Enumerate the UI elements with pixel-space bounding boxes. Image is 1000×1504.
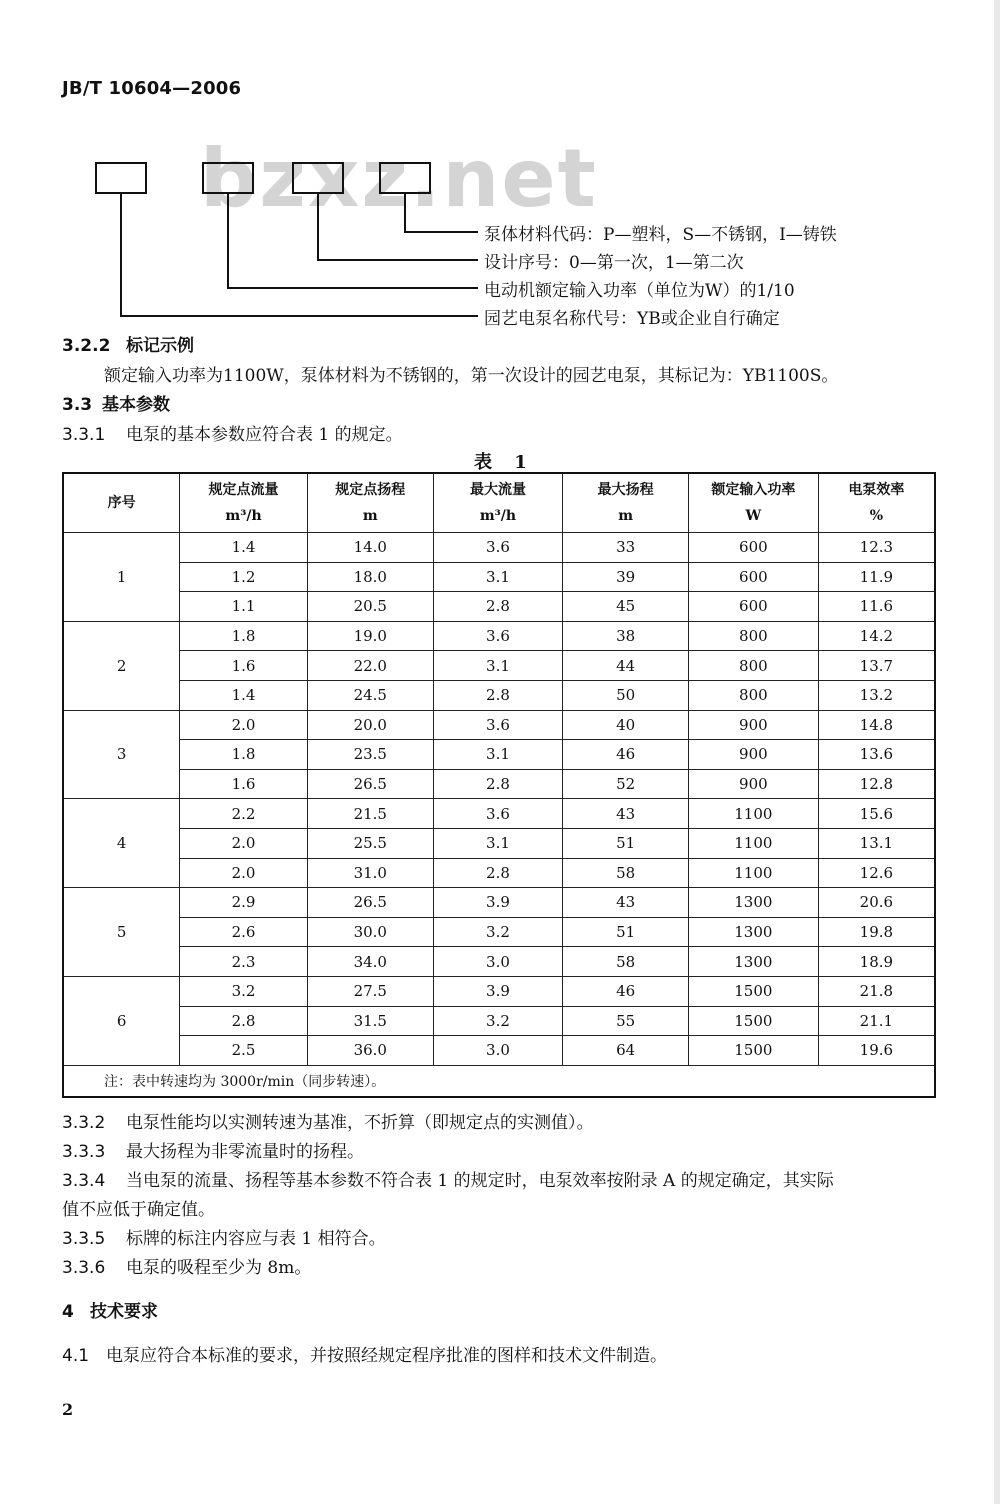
table-cell: 31.5 — [307, 1006, 433, 1036]
section-3-3-3 — [62, 1137, 364, 1162]
header-rated-head: 规定点扬程 m — [307, 473, 433, 533]
table-cell: 2.8 — [180, 1006, 308, 1036]
table-cell: 2.9 — [180, 888, 308, 918]
table-row — [63, 947, 935, 977]
table-row — [63, 799, 935, 829]
table-cell: 1.8 — [180, 621, 308, 651]
table-row — [63, 828, 935, 858]
section-number: 4.1 — [62, 1346, 90, 1366]
table-row — [63, 710, 935, 740]
table-cell: 2.2 — [180, 799, 308, 829]
table-cell: 3.6 — [433, 533, 563, 563]
table-cell: 13.6 — [818, 740, 935, 770]
section-text: 电泵性能均以实测转速为基准，不折算（即规定点的实测值）。 — [126, 1113, 594, 1133]
table-cell: 58 — [563, 947, 689, 977]
header-rated-power: 额定输入功率 W — [689, 473, 819, 533]
table-cell: 11.6 — [818, 592, 935, 622]
table-row — [63, 888, 935, 918]
table-cell: 36.0 — [307, 1036, 433, 1066]
table-cell: 3.6 — [433, 621, 563, 651]
table-cell: 900 — [689, 769, 819, 799]
table-cell: 600 — [689, 592, 819, 622]
table-cell: 26.5 — [307, 769, 433, 799]
code-label-serial: 设计序号：0—第一次，1—第二次 — [484, 253, 744, 273]
header-efficiency: 电泵效率 % — [818, 473, 935, 533]
table-cell: 50 — [563, 680, 689, 710]
table-cell: 2.8 — [433, 858, 563, 888]
table-cell: 43 — [563, 888, 689, 918]
table-row — [63, 976, 935, 1006]
table-cell: 27.5 — [307, 976, 433, 1006]
table-cell: 39 — [563, 562, 689, 592]
code-box-name — [96, 163, 146, 193]
table-cell: 1.4 — [180, 680, 308, 710]
table-note-row — [63, 1065, 935, 1097]
section-number: 3.3.4 — [62, 1171, 106, 1191]
table-cell: 600 — [689, 562, 819, 592]
table-cell: 64 — [563, 1036, 689, 1066]
leader-line-name — [121, 193, 478, 316]
leader-line-power — [228, 193, 478, 288]
table-cell: 21.1 — [818, 1006, 935, 1036]
table-row — [63, 1006, 935, 1036]
table-cell: 2.8 — [433, 769, 563, 799]
table-cell: 3.1 — [433, 828, 563, 858]
table-cell: 33 — [563, 533, 689, 563]
section-text: 当电泵的流量、扬程等基本参数不符合表 1 的规定时，电泵效率按附录 A 的规定确定，其实际 — [126, 1171, 834, 1191]
code-label-name: 园艺电泵名称代号：YB或企业自行确定 — [484, 309, 780, 329]
table-cell: 1300 — [689, 947, 819, 977]
table-row — [63, 1036, 935, 1066]
table-cell: 52 — [563, 769, 689, 799]
table-cell: 12.8 — [818, 769, 935, 799]
table-cell: 19.8 — [818, 917, 935, 947]
leader-line-material — [405, 193, 478, 232]
group-number-cell: 5 — [63, 888, 180, 977]
table-cell: 3.9 — [433, 888, 563, 918]
table-cell: 14.0 — [307, 533, 433, 563]
table-cell: 18.0 — [307, 562, 433, 592]
table-cell: 2.8 — [433, 680, 563, 710]
code-label-material: 泵体材料代码：P—塑料，S—不锈钢，I—铸铁 — [484, 225, 837, 245]
section-text: 电泵应符合本标准的要求，并按照经规定程序批准的图样和技术文件制造。 — [106, 1346, 667, 1366]
table-cell: 34.0 — [307, 947, 433, 977]
table-row — [63, 769, 935, 799]
table-cell: 38 — [563, 621, 689, 651]
table-note: 注：表中转速均为 3000r/min（同步转速）。 — [63, 1065, 935, 1097]
table-cell: 1100 — [689, 858, 819, 888]
section-number: 3.3.2 — [62, 1113, 106, 1133]
section-title: 基本参数 — [102, 395, 170, 415]
group-number-cell: 4 — [63, 799, 180, 888]
group-number-cell: 6 — [63, 976, 180, 1065]
table-row — [63, 740, 935, 770]
section-title: 标记示例 — [126, 336, 194, 356]
table-cell: 1300 — [689, 917, 819, 947]
table-cell: 900 — [689, 740, 819, 770]
table-caption: 表 1 — [474, 452, 535, 473]
table-cell: 1.8 — [180, 740, 308, 770]
marking-example-text: 额定输入功率为1100W，泵体材料为不锈钢的，第一次设计的园艺电泵，其标记为：YB1100S。 — [104, 366, 839, 386]
table-cell: 2.0 — [180, 858, 308, 888]
table-cell: 800 — [689, 621, 819, 651]
table-cell: 13.1 — [818, 828, 935, 858]
table-cell: 12.6 — [818, 858, 935, 888]
table-cell: 58 — [563, 858, 689, 888]
group-number-cell: 2 — [63, 621, 180, 710]
table-cell: 1100 — [689, 799, 819, 829]
section-number: 3.3.6 — [62, 1258, 106, 1278]
table-cell: 14.8 — [818, 710, 935, 740]
section-3-3-4-continued: 值不应低于确定值。 — [62, 1200, 215, 1220]
page-number: 2 — [62, 1400, 74, 1419]
table-row — [63, 533, 935, 563]
section-3-3-5 — [62, 1224, 386, 1249]
section-3-3-heading — [62, 390, 170, 415]
table-cell: 23.5 — [307, 740, 433, 770]
table-cell: 2.0 — [180, 828, 308, 858]
table-cell: 11.9 — [818, 562, 935, 592]
code-label-power: 电动机额定输入功率（单位为W）的1/10 — [484, 281, 795, 301]
section-number: 3.3.3 — [62, 1142, 106, 1162]
header-max-flow: 最大流量 m³/h — [433, 473, 563, 533]
section-3-3-4 — [62, 1166, 834, 1191]
table-cell: 3.2 — [433, 917, 563, 947]
table-cell: 22.0 — [307, 651, 433, 681]
table-header-row — [63, 473, 935, 533]
header-seq: 序号 — [63, 473, 180, 533]
table-cell: 30.0 — [307, 917, 433, 947]
table-cell: 13.7 — [818, 651, 935, 681]
section-title: 技术要求 — [90, 1302, 158, 1322]
leader-line-serial — [318, 193, 478, 260]
table-cell: 800 — [689, 680, 819, 710]
header-max-head: 最大扬程 m — [563, 473, 689, 533]
table-cell: 24.5 — [307, 680, 433, 710]
table-cell: 46 — [563, 740, 689, 770]
table-cell: 43 — [563, 799, 689, 829]
table-cell: 44 — [563, 651, 689, 681]
section-3-2-2-heading — [62, 331, 194, 356]
section-number: 4 — [62, 1302, 74, 1322]
table-cell: 3.0 — [433, 947, 563, 977]
table-row — [63, 621, 935, 651]
table-cell: 2.0 — [180, 710, 308, 740]
table-cell: 2.3 — [180, 947, 308, 977]
section-4-heading — [62, 1297, 158, 1322]
table-cell: 25.5 — [307, 828, 433, 858]
table-cell: 1.4 — [180, 533, 308, 563]
table-row — [63, 562, 935, 592]
table-cell: 20.6 — [818, 888, 935, 918]
table-row — [63, 858, 935, 888]
section-number: 3.3.5 — [62, 1229, 106, 1249]
table-cell: 1500 — [689, 1036, 819, 1066]
table-cell: 3.1 — [433, 651, 563, 681]
table-cell: 3.0 — [433, 1036, 563, 1066]
table-cell: 21.5 — [307, 799, 433, 829]
table-cell: 3.1 — [433, 562, 563, 592]
table-cell: 3.1 — [433, 740, 563, 770]
table-cell: 3.9 — [433, 976, 563, 1006]
table-cell: 600 — [689, 533, 819, 563]
table-cell: 1300 — [689, 888, 819, 918]
table-cell: 51 — [563, 828, 689, 858]
table-cell: 19.6 — [818, 1036, 935, 1066]
table-cell: 13.2 — [818, 680, 935, 710]
table-cell: 26.5 — [307, 888, 433, 918]
table-cell: 1100 — [689, 828, 819, 858]
table-cell: 19.0 — [307, 621, 433, 651]
table-cell: 1500 — [689, 1006, 819, 1036]
table-row — [63, 917, 935, 947]
table-cell: 900 — [689, 710, 819, 740]
section-number: 3.2.2 — [62, 336, 111, 356]
table-cell: 2.5 — [180, 1036, 308, 1066]
table-cell: 46 — [563, 976, 689, 1006]
code-box-power — [203, 163, 253, 193]
header-rated-flow: 规定点流量 m³/h — [180, 473, 308, 533]
table-row — [63, 680, 935, 710]
section-text: 电泵的基本参数应符合表 1 的规定。 — [126, 425, 403, 445]
standard-number: JB/T 10604—2006 — [62, 78, 242, 99]
table-cell: 51 — [563, 917, 689, 947]
group-number-cell: 1 — [63, 533, 180, 622]
table-cell: 1.1 — [180, 592, 308, 622]
section-3-3-2 — [62, 1108, 594, 1133]
section-4-1 — [62, 1341, 667, 1366]
table-cell: 20.5 — [307, 592, 433, 622]
section-text: 最大扬程为非零流量时的扬程。 — [126, 1142, 364, 1162]
table-row — [63, 651, 935, 681]
table-cell: 2.6 — [180, 917, 308, 947]
section-number: 3.3 — [62, 395, 93, 415]
table-cell: 1.6 — [180, 651, 308, 681]
table-cell: 3.2 — [180, 976, 308, 1006]
table-cell: 800 — [689, 651, 819, 681]
table-cell: 45 — [563, 592, 689, 622]
parameters-table — [62, 472, 936, 1098]
table-cell: 14.2 — [818, 621, 935, 651]
table-cell: 15.6 — [818, 799, 935, 829]
table-cell: 18.9 — [818, 947, 935, 977]
table-cell: 3.2 — [433, 1006, 563, 1036]
table-cell: 1500 — [689, 976, 819, 1006]
table-cell: 40 — [563, 710, 689, 740]
table-cell: 12.3 — [818, 533, 935, 563]
section-number: 3.3.1 — [62, 425, 106, 445]
table-cell: 21.8 — [818, 976, 935, 1006]
table-cell: 20.0 — [307, 710, 433, 740]
table-cell: 55 — [563, 1006, 689, 1036]
group-number-cell: 3 — [63, 710, 180, 799]
section-text: 标牌的标注内容应与表 1 相符合。 — [126, 1229, 386, 1249]
table-row — [63, 592, 935, 622]
table-cell: 1.2 — [180, 562, 308, 592]
section-text: 电泵的吸程至少为 8m。 — [126, 1258, 312, 1278]
watermark: bzxz.net — [200, 132, 598, 225]
table-cell: 1.6 — [180, 769, 308, 799]
table-cell: 2.8 — [433, 592, 563, 622]
table-cell: 3.6 — [433, 799, 563, 829]
code-box-material — [380, 163, 430, 193]
section-3-3-1 — [62, 420, 403, 445]
table-cell: 3.6 — [433, 710, 563, 740]
table-cell: 31.0 — [307, 858, 433, 888]
section-3-3-6 — [62, 1253, 311, 1278]
code-box-serial — [293, 163, 343, 193]
